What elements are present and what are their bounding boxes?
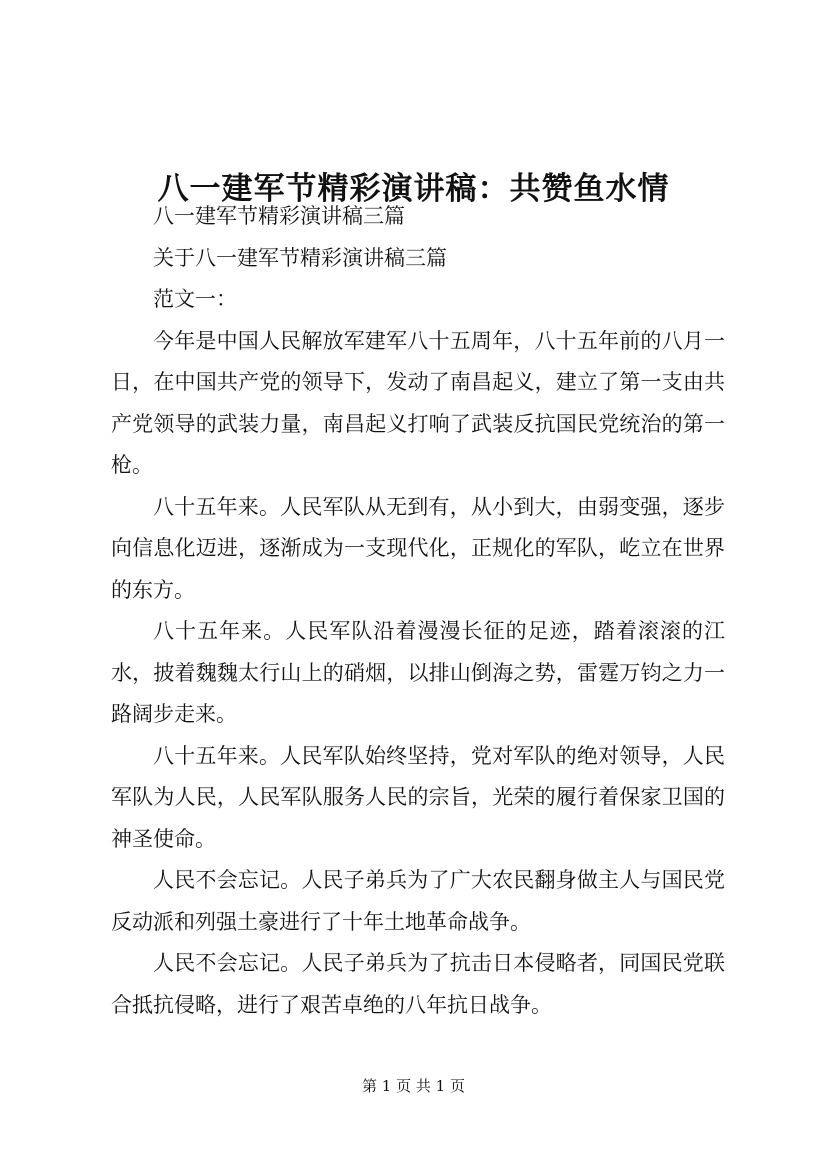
paragraph: 范文一： xyxy=(153,287,237,311)
paragraph: 人民不会忘记。人民子弟兵为了抗击日本侵略者，同国民党联合抵抗侵略，进行了艰苦卓绝的八年抗日战争。 xyxy=(111,951,725,1017)
paragraph: 人民不会忘记。人民子弟兵为了广大农民翻身做主人与国民党反动派和列强土豪进行了十年土地革命战争。 xyxy=(111,868,725,934)
paragraph: 八十五年来。人民军队沿着漫漫长征的足迹，踏着滚滚的江水，披着魏魏太行山上的硝烟，以排山倒海之势，雷霆万钧之力一路阔步走来。 xyxy=(111,619,725,726)
document-body xyxy=(111,196,725,1026)
paragraph: 八十五年来。人民军队从无到有，从小到大，由弱变强，逐步向信息化迈进，逐渐成为一支现代化，正规化的军队，屹立在世界的东方。 xyxy=(111,494,725,602)
paragraph: 今年是中国人民解放军建军八十五周年，八十五年前的八月一日，在中国共产党的领导下，发动了南昌起义，建立了第一支由共产党领导的武装力量，南昌起义打响了武装反抗国民党统治的第一枪。 xyxy=(111,328,725,477)
document-title: 八一建军节精彩演讲稿：共赞鱼水情 xyxy=(157,170,670,207)
paragraph: 八一建军节精彩演讲稿三篇 xyxy=(153,204,405,228)
paragraph: 八十五年来。人民军队始终坚持，党对军队的绝对领导，人民军队为人民，人民军队服务人民的宗旨，光荣的履行着保家卫国的神圣使命。 xyxy=(111,743,725,851)
paragraph: 关于八一建军节精彩演讲稿三篇 xyxy=(153,245,447,270)
page-footer: 第 1 页 共 1 页 xyxy=(362,1077,465,1095)
